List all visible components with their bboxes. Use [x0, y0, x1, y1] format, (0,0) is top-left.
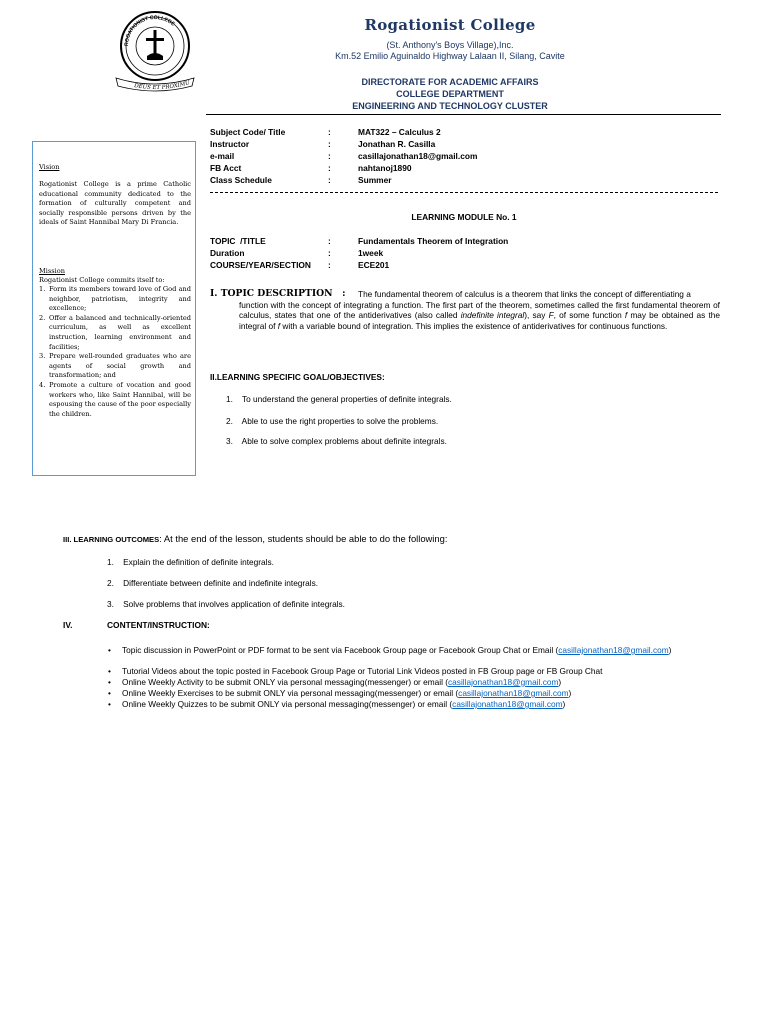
body-text: with a variable bound of integration. This implies the existence of antiderivatives for continuous functions.	[280, 320, 668, 331]
bullet-icon: •	[108, 645, 111, 655]
bullet-icon: •	[108, 677, 111, 687]
info-label: Subject Code/ Title	[210, 127, 286, 137]
list-item	[39, 352, 191, 381]
body-emphasis: f	[277, 320, 281, 331]
info-colon: :	[328, 236, 331, 246]
college-address: Km.52 Emilio Aguinaldo Highway Lalaan II, Silang, Cavite	[335, 51, 565, 61]
topic-description-heading: I. TOPIC DESCRIPTION :	[210, 288, 346, 299]
bullet-text	[122, 699, 712, 709]
info-label: Class Schedule	[210, 175, 272, 185]
mission-item-number: 2.	[39, 313, 46, 322]
cluster-title: ENGINEERING AND TECHNOLOGY CLUSTER	[352, 101, 548, 111]
info-label: FB Acct	[210, 163, 242, 173]
bullet-icon: •	[108, 699, 111, 709]
college-name: Rogationist College	[364, 16, 536, 34]
email-link[interactable]: casillajonathan18@gmail.com	[558, 645, 669, 655]
bullet-body: Tutorial Videos about the topic posted in Facebook Group Page or Tutorial Link Videos posted in FB Group page or FB Group Chat	[122, 666, 603, 676]
topic-info-table	[210, 236, 710, 276]
mission-intro: Rogationist College commits itself to:	[39, 276, 165, 284]
module-number-title: LEARNING MODULE No. 1	[411, 212, 517, 222]
list-item	[39, 381, 191, 419]
outcomes-heading-text: : At the end of the lesson, students should be able to do the following:	[159, 533, 448, 544]
course-info-table	[210, 127, 710, 189]
info-value: Fundamentals Theorem of Integration	[358, 236, 509, 246]
body-text: , of some function	[553, 310, 625, 321]
mission-item-text: Prepare well-rounded graduates who are agents of social growth and transformation; and	[49, 352, 191, 380]
content-section-number: IV.	[63, 620, 73, 630]
directorate-title: DIRECTORATE FOR ACADEMIC AFFAIRS	[361, 77, 539, 87]
dashed-divider	[210, 192, 718, 193]
college-seal-logo	[108, 6, 202, 96]
mission-item-number: 1.	[39, 285, 46, 293]
info-colon: :	[328, 248, 331, 258]
info-row	[210, 236, 710, 248]
bullet-body: Online Weekly Exercises to be submit ONLY via personal messaging(messenger) or email (	[122, 688, 459, 698]
info-row	[210, 151, 710, 163]
info-label: Instructor	[210, 139, 250, 149]
info-row	[210, 248, 710, 260]
vision-heading: Vision	[39, 163, 60, 171]
topic-description-first-line: The fundamental theorem of calculus is a theorem that links the concept of differentiating a	[358, 289, 691, 299]
info-row	[210, 163, 710, 175]
seal-ribbon-text: DEUS ET PROXIMU	[133, 80, 191, 92]
mission-item-text: Promote a culture of vocation and good workers who, like Saint Hannibal, will be espousing the cause of the poor especially the children.	[49, 380, 191, 418]
bullet-tail: )	[558, 677, 562, 687]
info-value: casillajonathan18@gmail.com	[358, 151, 478, 161]
bullet-tail: )	[568, 688, 572, 698]
college-subtitle: (St. Anthony's Boys Village),Inc.	[386, 40, 514, 50]
mission-item-number: 3.	[39, 352, 46, 361]
body-text: ), say	[524, 310, 549, 321]
info-colon: :	[328, 139, 331, 149]
seal-top-text: ROGATIONIST COLLEGE	[123, 14, 176, 47]
outcome-item: 3. Solve problems that involves application of definite integrals.	[107, 599, 345, 609]
bullet-icon: •	[108, 688, 111, 698]
outcome-item: 1. Explain the definition of definite integrals.	[107, 557, 274, 567]
mission-item-number: 4.	[39, 380, 46, 389]
bullet-text	[122, 666, 712, 676]
info-value: Jonathan R. Casilla	[358, 139, 436, 149]
vision-mission-box	[32, 141, 196, 476]
body-emphasis: F	[548, 310, 554, 321]
info-colon: :	[328, 151, 331, 161]
topic-description-body	[239, 300, 720, 331]
bullet-body: Online Weekly Activity to be submit ONLY via personal messaging(messenger) or email (	[122, 677, 449, 687]
vision-text: Rogationist College is a prime Catholic educational community dedicated to the formation of culturally competent and socially responsible persons driven by the ideals of Saint Hannibal Mary Di Francia.	[39, 180, 191, 227]
info-row	[210, 260, 710, 272]
info-value: nahtanoj1890	[358, 163, 412, 173]
list-item	[39, 285, 191, 314]
mission-item-text: Offer a balanced and technically-oriented curriculum, as well as excellent instruction, learning environment and facilities;	[49, 313, 191, 351]
email-link[interactable]: casillajonathan18@gmail.com	[452, 699, 563, 709]
info-colon: :	[328, 127, 331, 137]
bullet-tail: )	[668, 645, 672, 655]
mission-heading: Mission	[39, 267, 65, 275]
list-item	[39, 314, 191, 352]
info-colon: :	[328, 175, 331, 185]
outcomes-heading	[63, 533, 447, 544]
department-title: COLLEGE DEPARTMENT	[396, 89, 504, 99]
body-emphasis: f	[624, 310, 628, 321]
email-link[interactable]: casillajonathan18@gmail.com	[458, 688, 569, 698]
bullet-text	[122, 688, 712, 698]
body-text: function with the concept of integrating a function. The first part of the theorem, sometimes called the first fundamental theorem of calculus, states that one of the antiderivatives (also called	[239, 300, 720, 321]
info-label: COURSE/YEAR/SECTION	[210, 260, 311, 270]
bullet-text	[122, 645, 712, 655]
info-label: e-mail	[210, 151, 235, 161]
info-value: ECE201	[358, 260, 390, 270]
bullet-icon: •	[108, 666, 111, 676]
objective-item: 1. To understand the general properties of definite integrals.	[226, 394, 452, 404]
info-colon: :	[328, 163, 331, 173]
body-text: may be obtained as the integral of	[239, 310, 721, 331]
email-link[interactable]: casillajonathan18@gmail.com	[448, 677, 559, 687]
info-value: 1week	[358, 248, 384, 258]
body-emphasis: indefinite integral	[460, 310, 525, 321]
objective-item: 3. Able to solve complex problems about definite integrals.	[226, 436, 447, 446]
info-label: Duration	[210, 248, 245, 258]
outcome-item: 2. Differentiate between definite and indefinite integrals.	[107, 578, 319, 588]
objectives-heading: II.LEARNING SPECIFIC GOAL/OBJECTIVES:	[210, 372, 385, 382]
bullet-body: Online Weekly Quizzes to be submit ONLY via personal messaging(messenger) or email (	[122, 699, 453, 709]
bullet-tail: )	[562, 699, 566, 709]
info-row	[210, 175, 710, 187]
info-colon: :	[328, 260, 331, 270]
info-row	[210, 139, 710, 151]
mission-item-text: Form its members toward love of God and neighbor, patriotism, integrity and excellence;	[49, 285, 191, 313]
bullet-text	[122, 677, 712, 687]
info-value: MAT322 – Calculus 2	[358, 127, 441, 137]
content-heading: CONTENT/INSTRUCTION:	[107, 620, 210, 630]
mission-list	[39, 285, 191, 419]
bullet-body: Topic discussion in PowerPoint or PDF format to be sent via Facebook Group page or Facebook Group Chat or Email (	[122, 645, 559, 655]
info-label: TOPIC /TITLE	[210, 236, 266, 246]
header-divider	[206, 114, 721, 115]
outcomes-heading-label: III. LEARNING OUTCOMES	[63, 535, 160, 544]
info-row	[210, 127, 710, 139]
objective-item: 2. Able to use the right properties to solve the problems.	[226, 416, 439, 426]
info-value: Summer	[358, 175, 392, 185]
